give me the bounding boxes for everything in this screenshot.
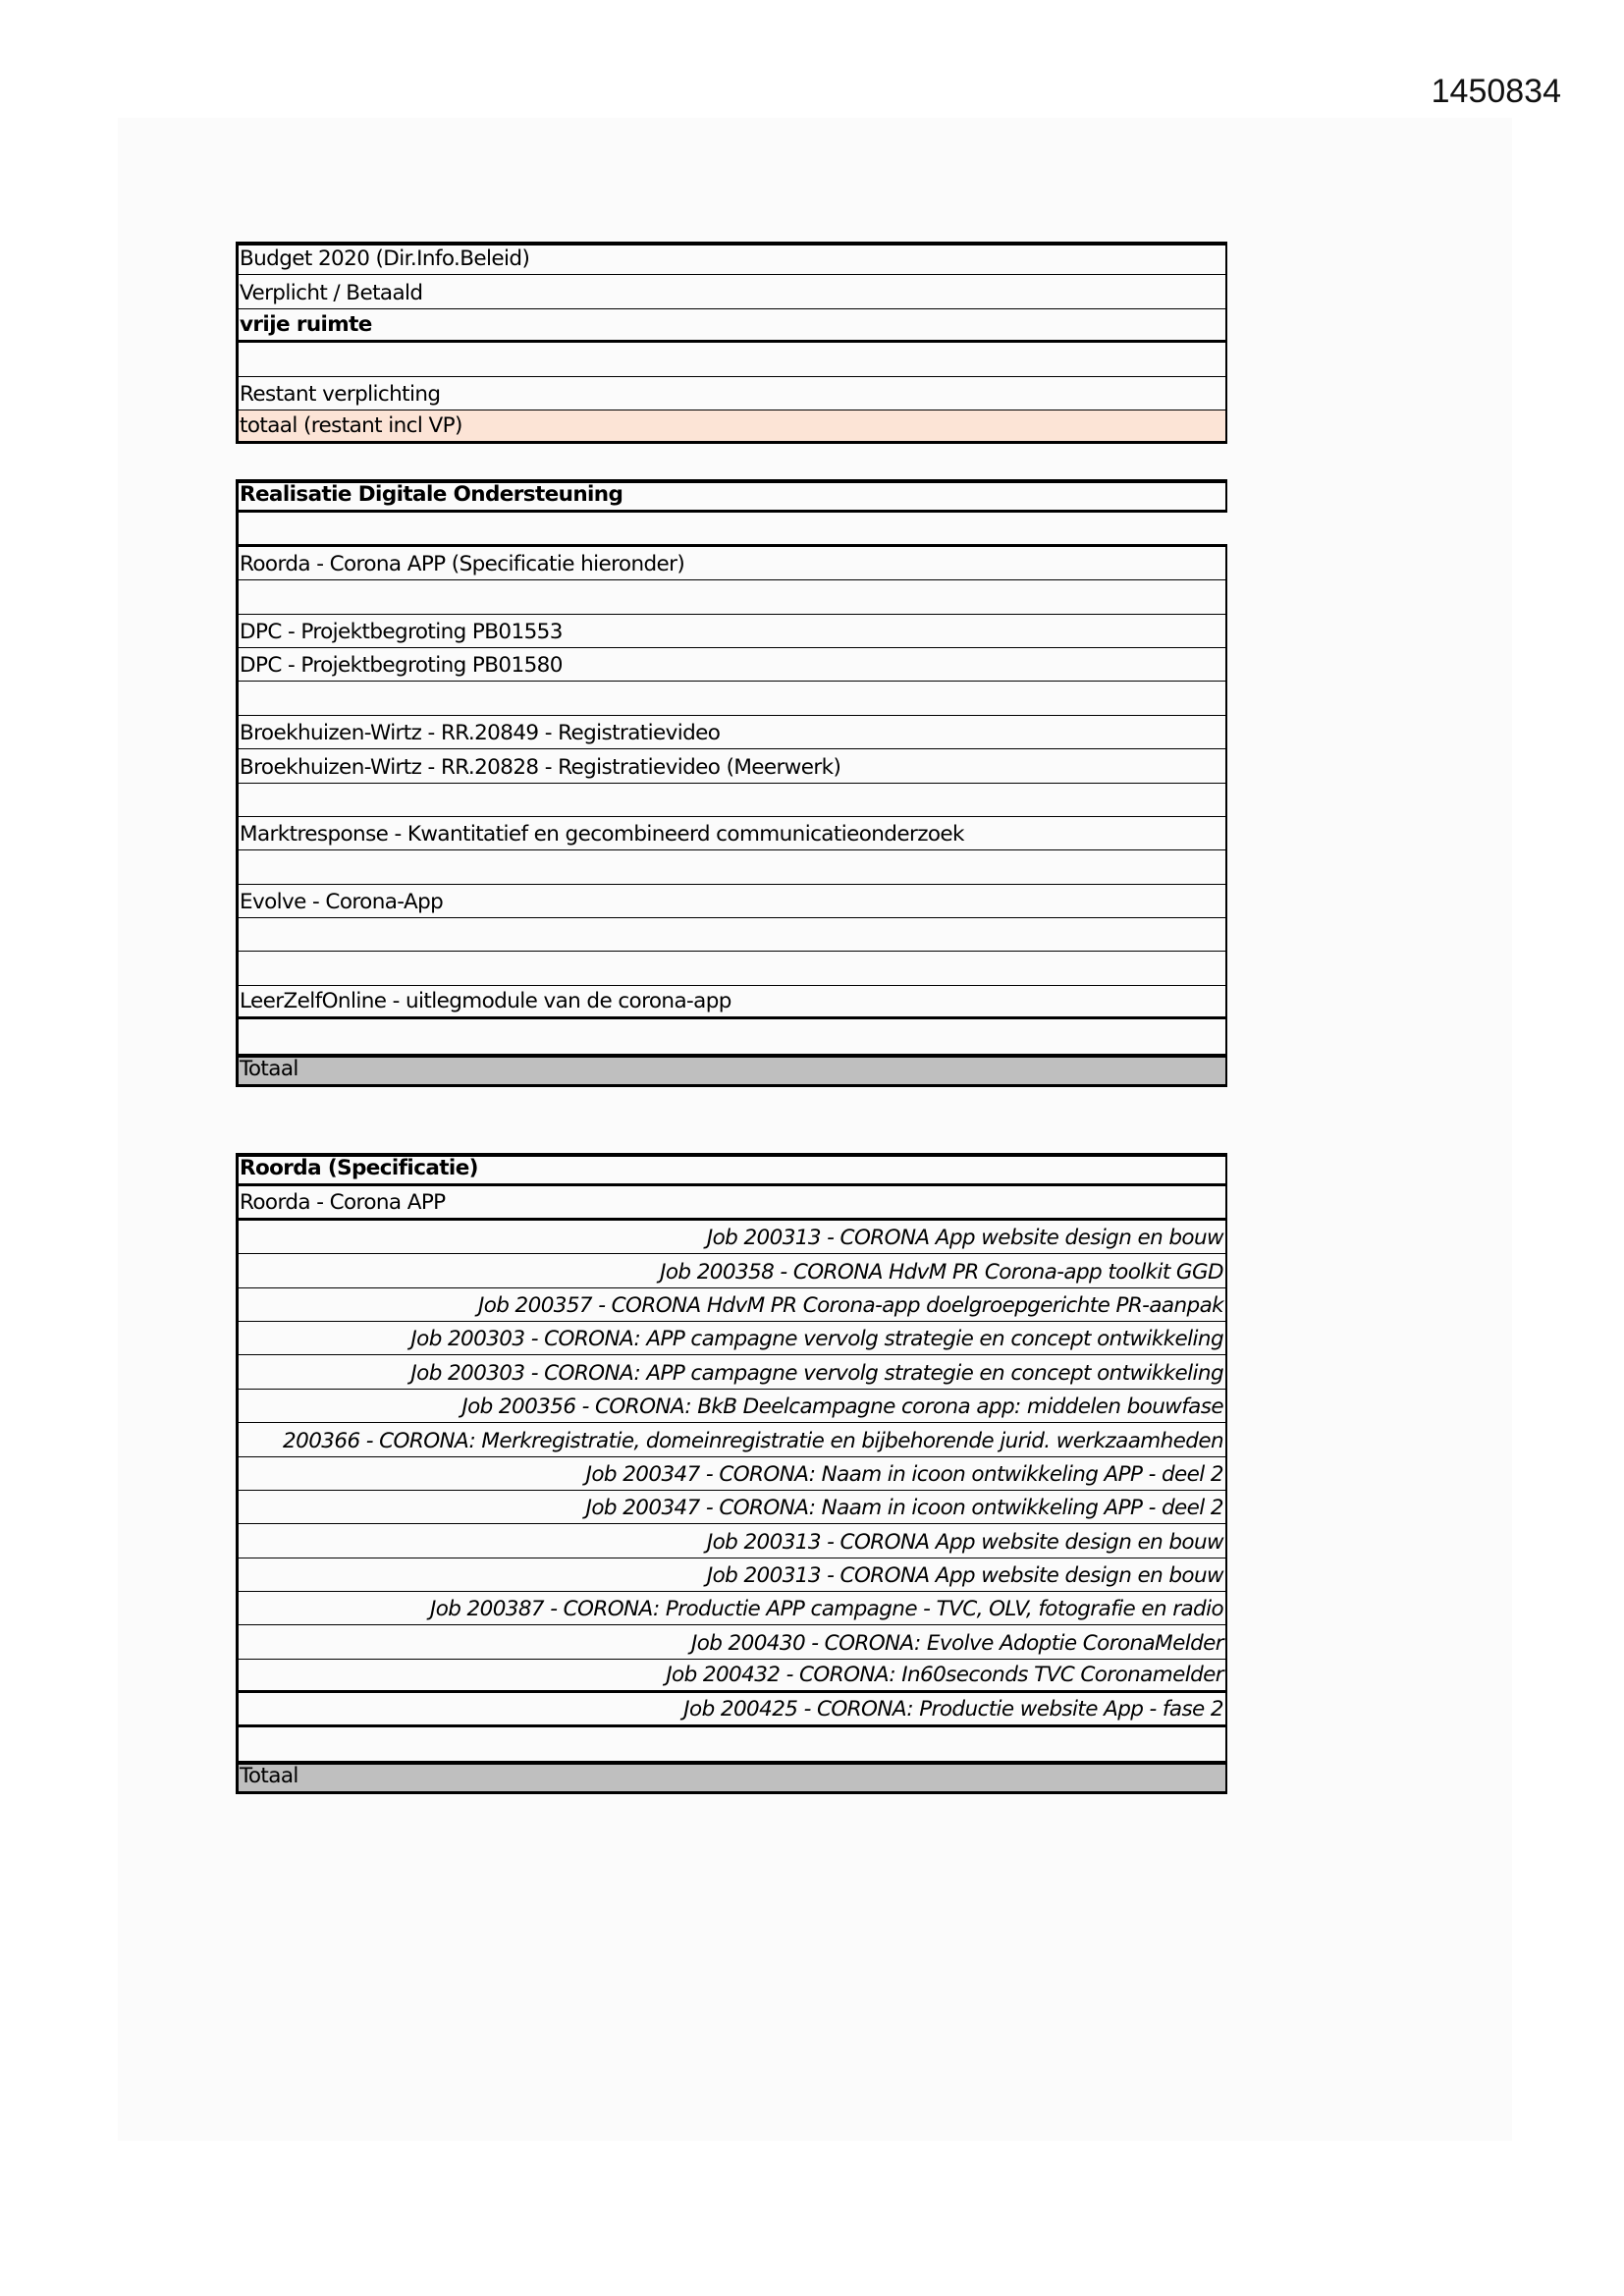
realisatie-row: Evolve - Corona-App [236, 885, 1227, 918]
realisatie-row: DPC - Projektbegroting PB01580 [236, 648, 1227, 682]
budget-row-grand-total: totaal (restant incl VP) [236, 410, 1227, 444]
budget-row-total-budget: Budget 2020 (Dir.Info.Beleid) [236, 242, 1227, 275]
realisatie-row [236, 682, 1227, 715]
realisatie-row [236, 918, 1227, 952]
realisatie-table [236, 479, 1227, 1087]
budget-row-committed-paid: Verplicht / Betaald [236, 275, 1227, 308]
realisatie-row [236, 580, 1227, 614]
realisatie-row: Marktresponse - Kwantitatief en gecombineerd communicatieonderzoek [236, 817, 1227, 850]
roorda-job-row: Job 200357 - CORONA HdvM PR Corona-app doelgroepgerichte PR-aanpak [236, 1288, 1227, 1322]
roorda-job-row: Job 200430 - CORONA: Evolve Adoptie CoronaMelder [236, 1625, 1227, 1659]
budget-row-blank [236, 343, 1227, 376]
roorda-job-row: Job 200356 - CORONA: BkB Deelcampagne corona app: middelen bouwfase [236, 1390, 1227, 1423]
roorda-specification-table [236, 1153, 1227, 1794]
roorda-job-row: Job 200425 - CORONA: Productie website App - fase 2 [236, 1693, 1227, 1726]
roorda-total-row: Totaal [236, 1761, 1227, 1794]
realisatie-row [236, 1019, 1227, 1053]
roorda-job-row: Job 200347 - CORONA: Naam in icoon ontwikkeling APP - deel 2 [236, 1457, 1227, 1491]
roorda-job-row: Job 200432 - CORONA: In60seconds TVC Coronamelder [236, 1660, 1227, 1693]
realisatie-row [236, 952, 1227, 985]
realisatie-row: Broekhuizen-Wirtz - RR.20828 - Registratievideo (Meerwerk) [236, 749, 1227, 783]
realisatie-row: LeerZelfOnline - uitlegmodule van de corona-app [236, 986, 1227, 1019]
budget-row-remaining-obligation: Restant verplichting [236, 377, 1227, 410]
roorda-job-row: Job 200313 - CORONA App website design en bouw [236, 1558, 1227, 1592]
roorda-job-row: Job 200303 - CORONA: APP campagne vervolg strategie en concept ontwikkeling [236, 1355, 1227, 1389]
roorda-job-row: Job 200313 - CORONA App website design en bouw [236, 1221, 1227, 1254]
realisatie-row: Roorda - Corona APP (Specificatie hieronder) [236, 547, 1227, 580]
roorda-job-row: 200366 - CORONA: Merkregistratie, domeinregistratie en bijbehorende jurid. werkzaamheden [236, 1423, 1227, 1456]
roorda-subheading: Roorda - Corona APP [236, 1186, 1227, 1220]
realisatie-row [236, 513, 1227, 546]
realisatie-row [236, 784, 1227, 817]
realisatie-row [236, 850, 1227, 884]
realisatie-row: Broekhuizen-Wirtz - RR.20849 - Registratievideo [236, 716, 1227, 749]
realisatie-row: DPC - Projektbegroting PB01553 [236, 615, 1227, 648]
roorda-job-row: Job 200347 - CORONA: Naam in icoon ontwikkeling APP - deel 2 [236, 1491, 1227, 1524]
roorda-job-row: Job 200313 - CORONA App website design en bouw [236, 1524, 1227, 1558]
roorda-blank-row [236, 1727, 1227, 1761]
document-number: 1450834 [1431, 73, 1561, 110]
roorda-job-row: Job 200303 - CORONA: APP campagne vervolg strategie en concept ontwikkeling [236, 1322, 1227, 1355]
roorda-job-row: Job 200358 - CORONA HdvM PR Corona-app toolkit GGD [236, 1254, 1227, 1287]
realisatie-total-row: Totaal [236, 1054, 1227, 1087]
budget-table [236, 242, 1227, 444]
budget-row-free-space: vrije ruimte [236, 309, 1227, 343]
roorda-job-row: Job 200387 - CORONA: Productie APP campagne - TVC, OLV, fotografie en radio [236, 1592, 1227, 1625]
realisatie-heading: Realisatie Digitale Ondersteuning [236, 479, 1227, 513]
roorda-heading: Roorda (Specificatie) [236, 1153, 1227, 1186]
